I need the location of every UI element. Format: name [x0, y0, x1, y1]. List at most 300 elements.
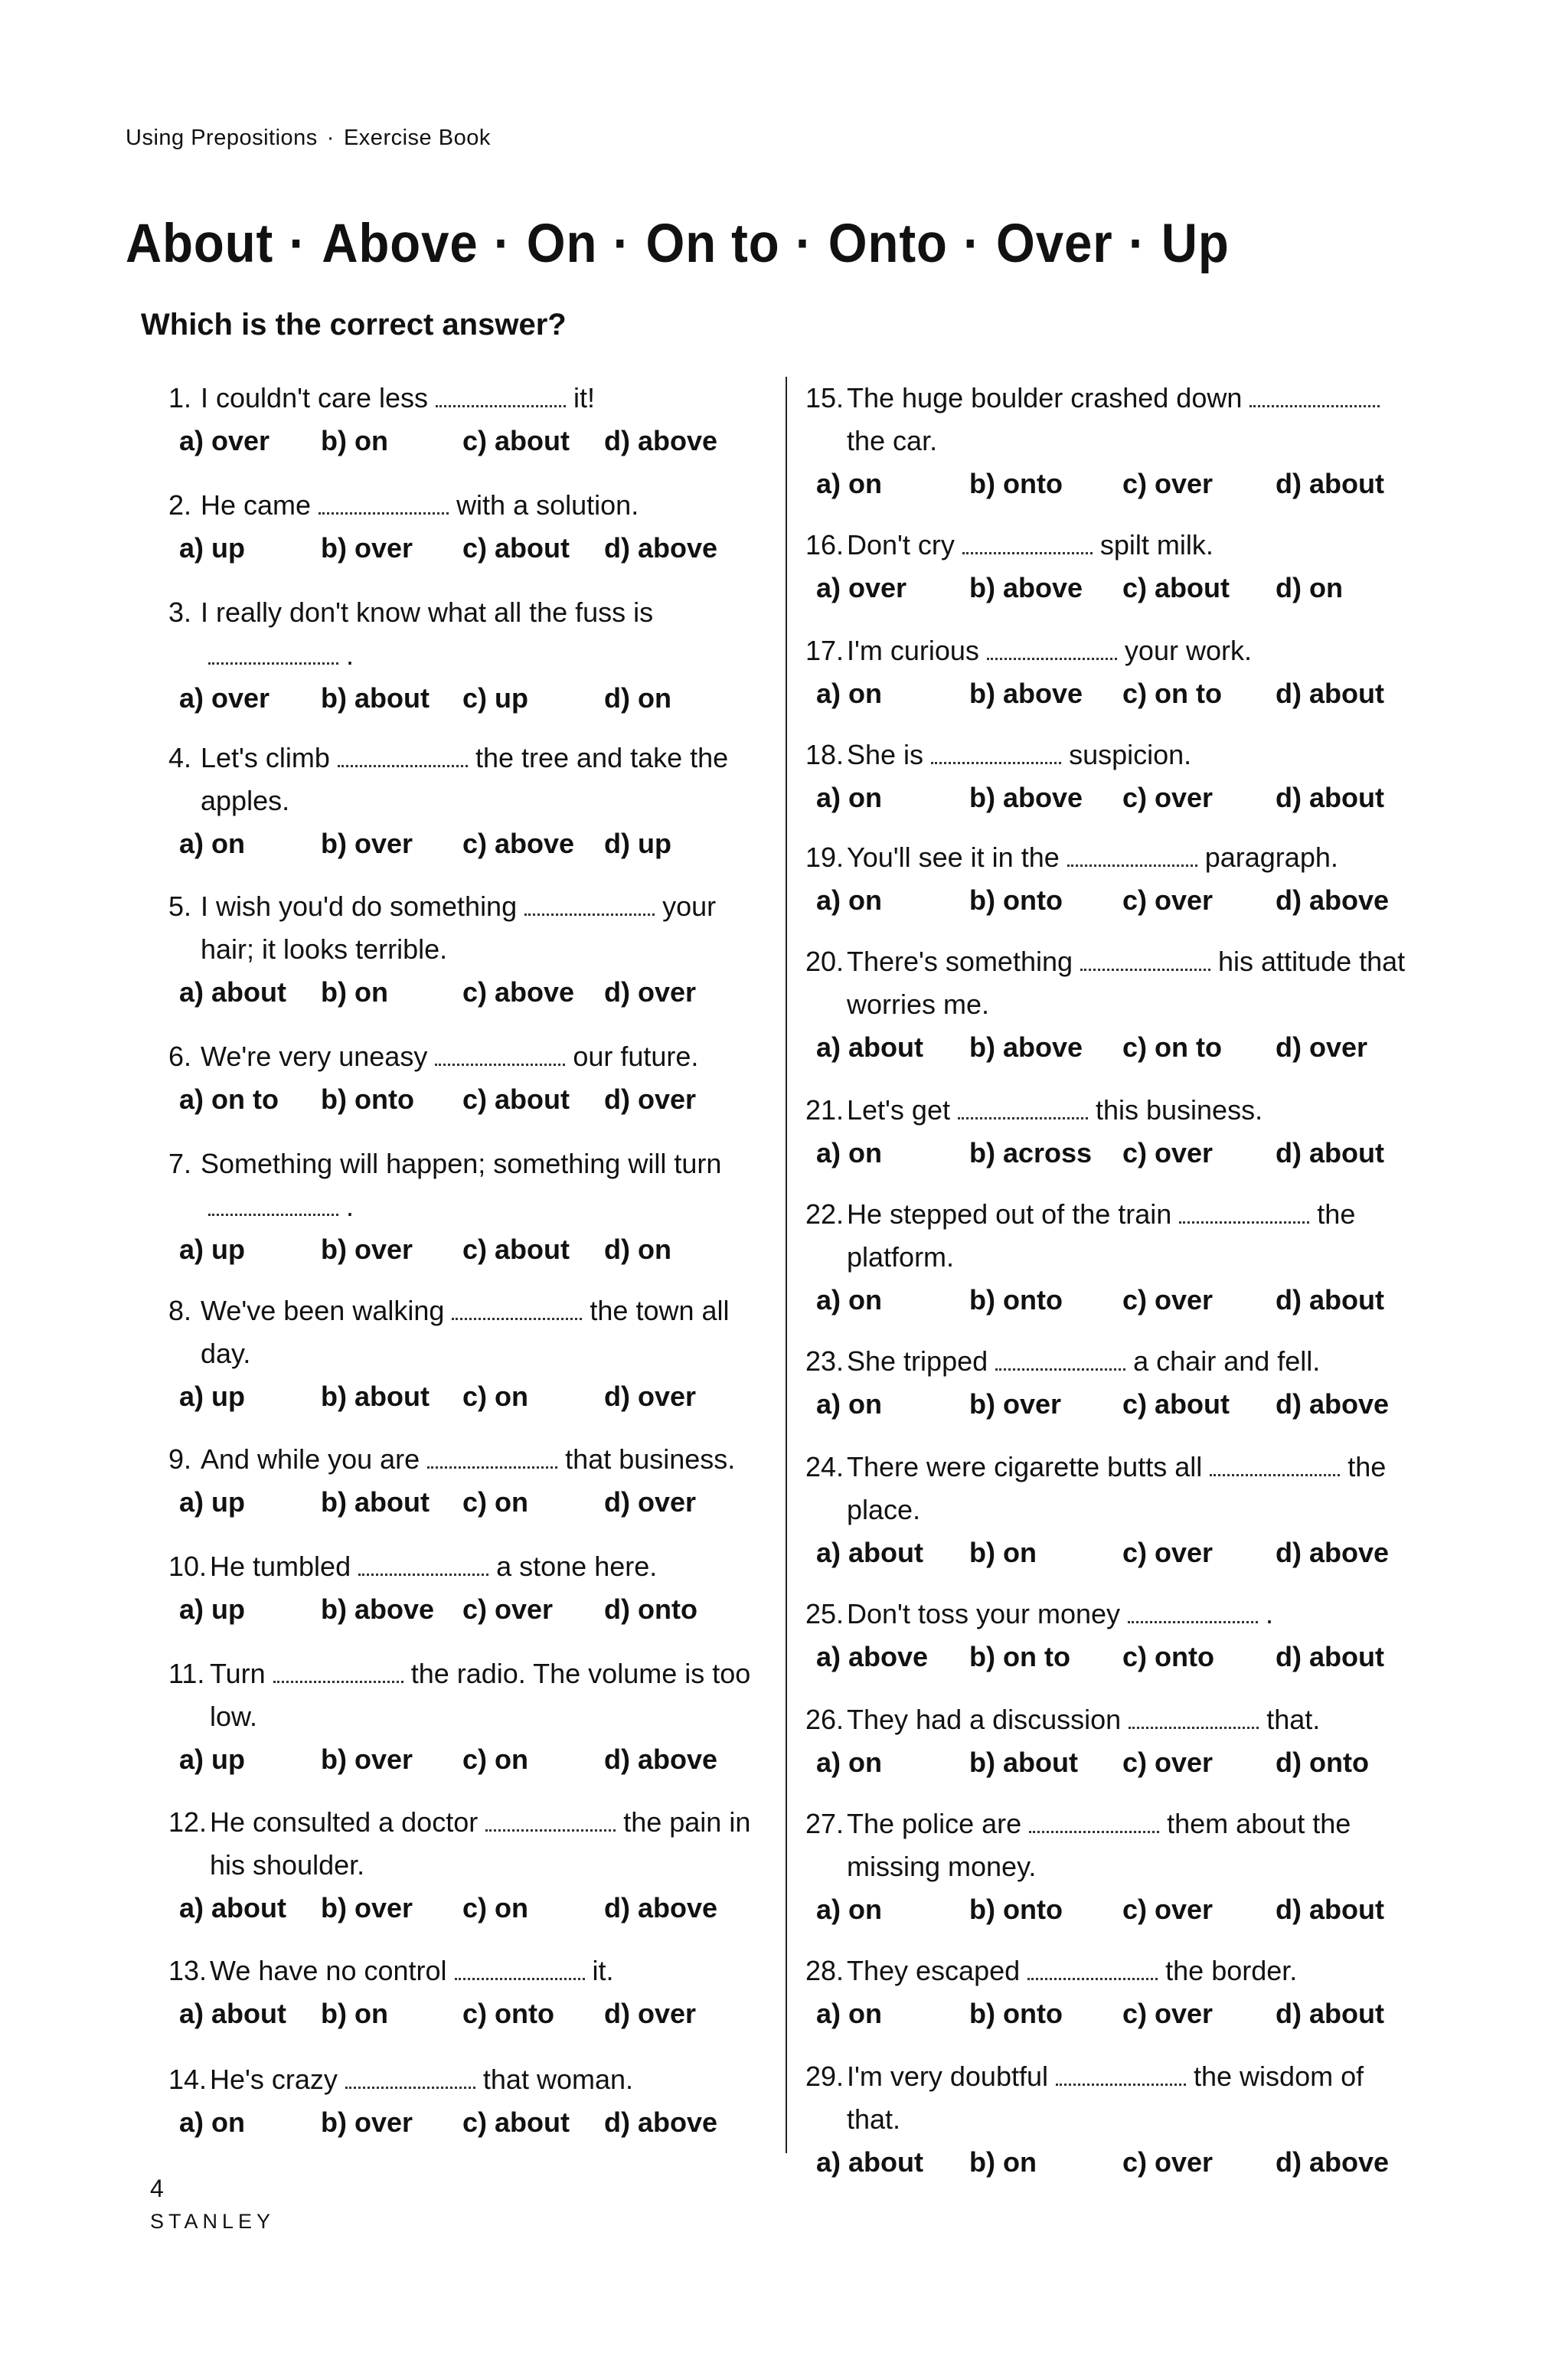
answer-option[interactable]: c) about — [462, 2106, 570, 2138]
question-number: 15. — [805, 382, 844, 413]
question-text — [210, 1801, 766, 1887]
question-text-before: Turn — [210, 1658, 266, 1689]
question-item — [805, 1802, 1418, 1931]
question-text-after: . — [346, 1191, 354, 1222]
question-text-after: the tree and take the apples. — [201, 742, 729, 816]
page-number: 4 — [150, 2175, 164, 2202]
answer-option[interactable]: a) up — [179, 1381, 245, 1412]
question-stem — [168, 737, 766, 822]
answer-blank[interactable] — [452, 1315, 582, 1320]
answer-option[interactable]: c) over — [1122, 1284, 1214, 1316]
answer-blank[interactable] — [485, 1826, 616, 1832]
question-text-before: I'm curious — [847, 635, 979, 666]
book-subtitle: Exercise Book — [343, 126, 491, 150]
question-text — [847, 1802, 1418, 1888]
answer-option[interactable]: c) over — [1122, 2146, 1214, 2178]
answer-option[interactable]: a) on — [816, 782, 882, 813]
answer-blank[interactable] — [338, 762, 468, 767]
answer-option[interactable]: a) on — [816, 1388, 882, 1420]
answer-option[interactable]: b) on — [969, 2146, 1037, 2178]
answer-options — [168, 1078, 766, 1121]
answer-options — [168, 822, 766, 865]
answer-option[interactable]: b) onto — [969, 468, 1063, 499]
title-separator: · — [493, 214, 511, 274]
question-item — [168, 1438, 766, 1524]
question-number: 18. — [805, 739, 844, 770]
answer-blank[interactable] — [1067, 861, 1197, 867]
question-number: 19. — [805, 842, 844, 873]
answer-options — [805, 776, 1418, 819]
answer-option[interactable]: a) on — [179, 2106, 245, 2138]
question-text-after: that business. — [565, 1443, 736, 1475]
answer-option[interactable]: c) on — [462, 1744, 528, 1775]
answer-options — [168, 1887, 766, 1930]
answer-option[interactable]: a) on — [816, 1284, 882, 1316]
question-text — [201, 1142, 766, 1228]
question-text — [847, 1698, 1418, 1741]
answer-blank[interactable] — [427, 1463, 557, 1469]
question-text-after: the place. — [847, 1451, 1387, 1525]
question-text — [847, 734, 1418, 776]
question-text — [847, 1193, 1418, 1279]
answer-option[interactable]: d) about — [1276, 1137, 1384, 1168]
answer-blank[interactable] — [435, 1061, 565, 1066]
answer-option[interactable]: a) on — [816, 678, 882, 709]
answer-option[interactable]: d) up — [604, 828, 671, 859]
question-item — [805, 1950, 1418, 2035]
answer-option[interactable]: b) onto — [969, 1894, 1063, 1925]
answer-option[interactable]: d) about — [1276, 782, 1384, 813]
answer-option[interactable]: d) about — [1276, 1284, 1384, 1316]
question-stem — [805, 940, 1418, 1026]
question-stem — [805, 629, 1418, 672]
answer-blank[interactable] — [1128, 1618, 1258, 1623]
answer-option[interactable]: d) above — [1276, 1388, 1390, 1420]
question-text-before: The police are — [847, 1808, 1022, 1839]
answer-option[interactable]: b) on — [321, 425, 388, 456]
answer-blank[interactable] — [524, 910, 655, 916]
question-text — [847, 940, 1418, 1026]
question-item — [805, 1593, 1418, 1678]
answer-option[interactable]: a) above — [816, 1641, 929, 1672]
answer-option[interactable]: d) about — [1276, 468, 1384, 499]
question-stem — [168, 1950, 766, 1992]
question-number: 9. — [168, 1443, 192, 1475]
question-text-after: . — [346, 639, 354, 671]
answer-option[interactable]: b) onto — [321, 1083, 414, 1115]
title-separator: · — [289, 214, 307, 274]
answer-option[interactable]: d) on — [1276, 572, 1343, 603]
publisher-name: STANLEY — [150, 2210, 276, 2233]
answer-options — [805, 1132, 1418, 1175]
answer-option[interactable]: b) about — [321, 1381, 430, 1412]
question-stem — [805, 1089, 1418, 1132]
question-text-before: There were cigarette butts all — [847, 1451, 1203, 1482]
answer-blank[interactable] — [208, 1211, 338, 1216]
answer-option[interactable]: b) across — [969, 1137, 1093, 1168]
answer-option[interactable]: b) on to — [969, 1641, 1070, 1672]
answer-option[interactable]: a) over — [179, 682, 270, 714]
question-number: 27. — [805, 1808, 844, 1839]
question-text-before: Don't cry — [847, 529, 955, 561]
question-text-before: Don't toss your money — [847, 1598, 1121, 1629]
answer-option[interactable]: c) over — [1122, 1894, 1214, 1925]
answer-option[interactable]: a) over — [179, 425, 270, 456]
answer-options — [805, 1992, 1418, 2035]
answer-option[interactable]: b) onto — [969, 1998, 1063, 2029]
question-text — [847, 1340, 1418, 1383]
question-text — [847, 1950, 1418, 1992]
question-stem — [168, 1801, 766, 1887]
question-text — [847, 2055, 1418, 2141]
answer-option[interactable]: d) over — [604, 1381, 697, 1412]
answer-option[interactable]: a) on — [816, 1137, 882, 1168]
title-separator: · — [612, 214, 631, 274]
answer-option[interactable]: c) on to — [1122, 1031, 1222, 1063]
answer-option[interactable]: c) over — [1122, 1137, 1214, 1168]
answer-option[interactable]: c) about — [462, 532, 570, 564]
answer-option[interactable]: a) about — [179, 976, 286, 1008]
answer-option[interactable]: a) on — [816, 1747, 882, 1778]
question-text-after: the wisdom of that. — [847, 2061, 1364, 2135]
answer-option[interactable]: d) over — [604, 976, 697, 1008]
question-text-after: a stone here. — [496, 1551, 658, 1582]
answer-option[interactable]: d) about — [1276, 1641, 1384, 1672]
question-text-before: He tumbled — [210, 1551, 351, 1582]
question-number: 8. — [168, 1295, 192, 1326]
question-text-before: And while you are — [201, 1443, 420, 1475]
answer-blank[interactable] — [931, 759, 1061, 764]
answer-option[interactable]: a) up — [179, 1744, 245, 1775]
answer-options — [805, 1636, 1418, 1678]
answer-option[interactable]: a) on — [816, 1998, 882, 2029]
answer-option[interactable]: c) over — [1122, 1998, 1214, 2029]
answer-option[interactable]: a) about — [816, 1537, 923, 1568]
answer-option[interactable]: a) up — [179, 1486, 245, 1518]
question-item — [805, 1340, 1418, 1426]
title-word: Over — [996, 214, 1113, 274]
question-text — [201, 1289, 766, 1375]
answer-option[interactable]: d) above — [1276, 884, 1390, 916]
answer-option[interactable]: c) about — [1122, 572, 1230, 603]
question-text-before: He stepped out of the train — [847, 1198, 1172, 1230]
question-text — [210, 1545, 766, 1588]
answer-option[interactable]: a) on — [816, 468, 882, 499]
answer-option[interactable]: c) onto — [1122, 1641, 1214, 1672]
question-number: 2. — [168, 489, 192, 521]
page-title — [126, 213, 1230, 275]
answer-option[interactable]: d) above — [604, 2106, 718, 2138]
question-text-after: suspicion. — [1069, 739, 1192, 770]
answer-option[interactable]: c) about — [462, 1083, 570, 1115]
answer-options — [168, 2101, 766, 2144]
answer-option[interactable]: b) on — [321, 1998, 388, 2029]
answer-blank[interactable] — [273, 1678, 403, 1683]
question-item — [168, 885, 766, 1014]
question-text-before: There's something — [847, 946, 1073, 977]
question-stem — [805, 1193, 1418, 1279]
answer-option[interactable]: d) onto — [604, 1593, 697, 1625]
answer-option[interactable]: b) about — [321, 1486, 430, 1518]
answer-option[interactable]: d) on — [604, 682, 671, 714]
question-text — [201, 377, 766, 420]
question-number: 13. — [168, 1955, 207, 1986]
question-number: 29. — [805, 2061, 844, 2092]
question-text — [847, 629, 1418, 672]
running-header — [126, 126, 491, 151]
question-stem — [805, 1340, 1418, 1383]
answer-blank[interactable] — [1129, 1724, 1259, 1729]
question-text-after: his attitude that worries me. — [847, 946, 1406, 1020]
question-stem — [805, 1698, 1418, 1741]
answer-option[interactable]: b) above — [969, 572, 1083, 603]
question-text-before: I couldn't care less — [201, 382, 429, 413]
answer-blank[interactable] — [1179, 1218, 1309, 1224]
question-stem — [168, 885, 766, 971]
question-text — [847, 377, 1418, 462]
question-text-before: He's crazy — [210, 2064, 338, 2095]
question-number: 28. — [805, 1955, 844, 1986]
answer-options — [168, 1375, 766, 1418]
question-item — [805, 1698, 1418, 1784]
question-text-after: the border. — [1165, 1955, 1298, 1986]
answer-option[interactable]: c) onto — [462, 1998, 554, 2029]
question-stem — [805, 377, 1418, 462]
answer-options — [805, 2141, 1418, 2184]
answer-option[interactable]: a) about — [179, 1998, 286, 2029]
question-number: 11. — [168, 1658, 205, 1689]
answer-blank[interactable] — [987, 655, 1117, 660]
answer-option[interactable]: a) up — [179, 532, 245, 564]
question-item — [168, 1142, 766, 1271]
question-text-after: that. — [1266, 1704, 1321, 1735]
question-text-before: I'm very doubtful — [847, 2061, 1048, 2092]
question-text-before: I wish you'd do something — [201, 891, 518, 922]
question-text-before: He consulted a doctor — [210, 1806, 479, 1838]
question-text — [201, 1035, 766, 1078]
question-text-after: it. — [592, 1955, 614, 1986]
answer-options — [168, 1588, 766, 1631]
question-item — [168, 737, 766, 865]
answer-option[interactable]: b) over — [321, 1234, 413, 1265]
answer-option[interactable]: c) above — [462, 976, 575, 1008]
answer-option[interactable]: b) over — [321, 1744, 413, 1775]
question-text-after: the town all day. — [201, 1295, 730, 1369]
answer-option[interactable]: d) above — [604, 1892, 718, 1923]
question-stem — [805, 2055, 1418, 2141]
answer-option[interactable]: b) over — [969, 1388, 1062, 1420]
answer-option[interactable]: c) up — [462, 682, 528, 714]
answer-option[interactable]: d) over — [1276, 1031, 1368, 1063]
answer-option[interactable]: d) on — [604, 1234, 671, 1265]
answer-option[interactable]: a) over — [816, 572, 907, 603]
answer-options — [805, 672, 1418, 715]
answer-option[interactable]: b) over — [321, 2106, 413, 2138]
answer-blank[interactable] — [1250, 402, 1380, 407]
answer-option[interactable]: a) about — [179, 1892, 286, 1923]
answer-options — [168, 420, 766, 462]
answer-options — [168, 527, 766, 570]
answer-options — [805, 567, 1418, 610]
answer-option[interactable]: b) over — [321, 1892, 413, 1923]
answer-blank[interactable] — [1080, 966, 1210, 971]
question-stem — [805, 1802, 1418, 1888]
question-number: 16. — [805, 529, 844, 561]
answer-option[interactable]: b) above — [969, 1031, 1083, 1063]
question-item — [168, 591, 766, 720]
question-item — [168, 1289, 766, 1418]
question-number: 17. — [805, 635, 844, 666]
question-item — [805, 1089, 1418, 1175]
question-stem — [168, 1545, 766, 1588]
answer-options — [168, 677, 766, 720]
answer-option[interactable]: d) over — [604, 1998, 697, 2029]
answer-blank[interactable] — [1027, 1975, 1158, 1980]
answer-blank[interactable] — [455, 1975, 585, 1980]
column-divider — [786, 377, 787, 2153]
answer-blank[interactable] — [958, 1114, 1088, 1119]
question-number: 26. — [805, 1704, 844, 1735]
answer-blank[interactable] — [345, 2084, 475, 2089]
question-text-before: We have no control — [210, 1955, 447, 1986]
question-text — [847, 836, 1418, 879]
question-item — [805, 629, 1418, 715]
answer-option[interactable]: c) over — [1122, 782, 1214, 813]
answer-options — [168, 1481, 766, 1524]
answer-option[interactable]: a) on — [816, 1894, 882, 1925]
answer-blank[interactable] — [208, 659, 338, 665]
answer-option[interactable]: c) about — [1122, 1388, 1230, 1420]
answer-option[interactable]: c) over — [1122, 1537, 1214, 1568]
answer-option[interactable]: c) on — [462, 1486, 528, 1518]
answer-option[interactable]: d) onto — [1276, 1747, 1369, 1778]
answer-options — [805, 1383, 1418, 1426]
question-number: 10. — [168, 1551, 207, 1582]
header-separator: · — [326, 126, 335, 150]
question-text-before: Something will happen; something will turn — [201, 1148, 722, 1179]
question-text-after: our future. — [573, 1041, 699, 1072]
answer-option[interactable]: b) above — [969, 782, 1083, 813]
answer-options — [805, 1741, 1418, 1784]
answer-option[interactable]: d) over — [604, 1083, 697, 1115]
answer-option[interactable]: a) up — [179, 1234, 245, 1265]
title-word: On to — [645, 214, 780, 274]
question-number: 7. — [168, 1148, 192, 1179]
answer-option[interactable]: b) about — [969, 1747, 1078, 1778]
answer-option[interactable]: b) about — [321, 682, 430, 714]
answer-option[interactable]: c) above — [462, 828, 575, 859]
answer-option[interactable]: d) about — [1276, 1998, 1384, 2029]
answer-blank[interactable] — [995, 1365, 1125, 1371]
answer-option[interactable]: b) above — [969, 678, 1083, 709]
answer-blank[interactable] — [436, 402, 566, 407]
question-text — [847, 1446, 1418, 1531]
question-text-before: They had a discussion — [847, 1704, 1122, 1735]
question-text — [847, 1089, 1418, 1132]
answer-option[interactable]: c) over — [1122, 468, 1214, 499]
answer-option[interactable]: c) on — [462, 1381, 528, 1412]
answer-option[interactable]: a) about — [816, 2146, 923, 2178]
question-item — [168, 1950, 766, 2035]
answer-option[interactable]: d) over — [604, 1486, 697, 1518]
answer-option[interactable]: b) onto — [969, 1284, 1063, 1316]
answer-option[interactable]: b) onto — [969, 884, 1063, 916]
answer-option[interactable]: c) over — [462, 1593, 554, 1625]
answer-option[interactable]: d) above — [604, 1744, 718, 1775]
answer-blank[interactable] — [358, 1570, 488, 1576]
question-item — [805, 734, 1418, 819]
question-number: 14. — [168, 2064, 207, 2095]
title-separator: · — [795, 214, 813, 274]
answer-options — [168, 1228, 766, 1271]
answer-blank[interactable] — [318, 509, 449, 515]
answer-option[interactable]: a) up — [179, 1593, 245, 1625]
answer-option[interactable]: a) on to — [179, 1083, 279, 1115]
answer-option[interactable]: c) over — [1122, 884, 1214, 916]
answer-option[interactable]: d) about — [1276, 1894, 1384, 1925]
title-word: Onto — [828, 214, 948, 274]
answer-option[interactable]: d) above — [1276, 2146, 1390, 2178]
title-separator: · — [1128, 214, 1146, 274]
answer-option[interactable]: b) on — [969, 1537, 1037, 1568]
question-text — [210, 1950, 766, 1992]
answer-option[interactable]: b) above — [321, 1593, 435, 1625]
question-stem — [168, 1652, 766, 1738]
question-item — [168, 484, 766, 570]
answer-blank[interactable] — [962, 549, 1093, 554]
question-item — [805, 1193, 1418, 1322]
answer-option[interactable]: d) about — [1276, 678, 1384, 709]
answer-blank[interactable] — [1210, 1471, 1340, 1476]
answer-option[interactable]: b) over — [321, 828, 413, 859]
answer-option[interactable]: c) about — [462, 1234, 570, 1265]
instruction: Which is the correct answer? — [141, 308, 567, 342]
question-number: 1. — [168, 382, 192, 413]
question-item — [168, 1652, 766, 1781]
question-number: 20. — [805, 946, 844, 977]
question-item — [805, 940, 1418, 1069]
question-stem — [805, 1446, 1418, 1531]
answer-option[interactable]: a) on — [179, 828, 245, 859]
question-text-after: with a solution. — [456, 489, 639, 521]
question-text — [210, 1652, 766, 1738]
answer-option[interactable]: c) over — [1122, 1747, 1214, 1778]
answer-blank[interactable] — [1056, 2080, 1186, 2086]
question-text-before: We've been walking — [201, 1295, 445, 1326]
question-stem — [805, 524, 1418, 567]
answer-option[interactable]: b) over — [321, 532, 413, 564]
question-stem — [168, 1035, 766, 1078]
answer-option[interactable]: c) on to — [1122, 678, 1222, 709]
answer-blank[interactable] — [1029, 1828, 1159, 1833]
answer-option[interactable]: a) on — [816, 884, 882, 916]
book-title: Using Prepositions — [126, 126, 318, 150]
question-text-before: I really don't know what all the fuss is — [201, 596, 654, 628]
answer-option[interactable]: d) above — [604, 532, 718, 564]
answer-option[interactable]: b) on — [321, 976, 388, 1008]
answer-options — [805, 1279, 1418, 1322]
answer-option[interactable]: c) about — [462, 425, 570, 456]
question-text-after: . — [1266, 1598, 1274, 1629]
question-text-after: your hair; it looks terrible. — [201, 891, 717, 965]
answer-option[interactable]: c) on — [462, 1892, 528, 1923]
answer-option[interactable]: d) above — [604, 425, 718, 456]
question-item — [805, 2055, 1418, 2184]
question-item — [168, 2058, 766, 2144]
answer-option[interactable]: a) about — [816, 1031, 923, 1063]
answer-option[interactable]: d) above — [1276, 1537, 1390, 1568]
question-text-before: Let's get — [847, 1094, 950, 1126]
